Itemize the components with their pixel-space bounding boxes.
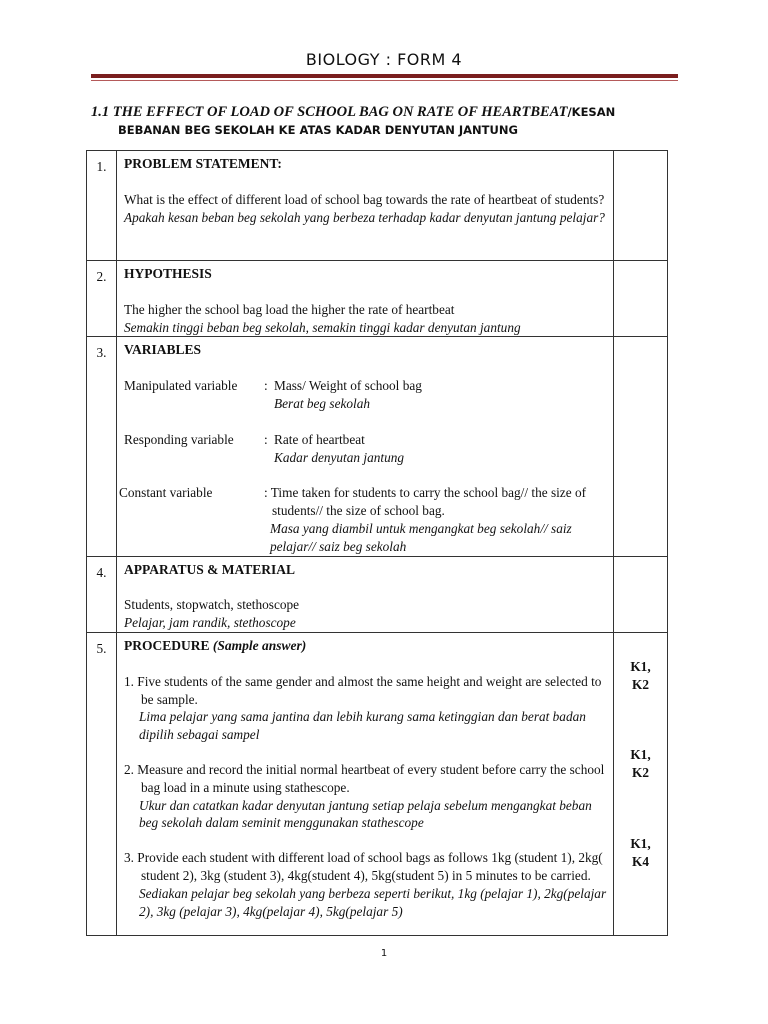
problem-statement-cell (117, 151, 614, 261)
marks-step-2-group (614, 746, 667, 782)
manipulated-variable-malay: Berat beg sekolah (274, 395, 371, 411)
manipulated-variable-value (274, 377, 607, 413)
procedure-heading-title: PROCEDURE (124, 637, 210, 653)
responding-variable-label: Responding variable (124, 431, 234, 447)
procedure-step-malay: Sediakan pelajar beg sekolah yang berbeza seperti berikut, 1kg (pelajar 1), 2kg(pelajar 2), 3kg (pelajar 3), 4kg(pelajar 4), 5kg(pelajar 5) (139, 885, 607, 919)
procedure-step-english: 3. Provide each student with different load of school bags as follows 1kg (student 1), 2kg( student 2), 3kg (student 3), 4kg(student 4), 5kg(student 5) in 5 minutes to be carried. (124, 850, 603, 883)
table-row-variables (87, 337, 668, 556)
page-number: 1 (380, 948, 388, 959)
header-rule-thick (91, 74, 678, 78)
mark-code: K1, (630, 658, 651, 674)
row-number: 5. (87, 632, 117, 935)
row-number: 1. (87, 151, 117, 261)
hypothesis-malay: Semakin tinggi beban beg sekolah, semakin tinggi kadar denyutan jantung (124, 319, 521, 335)
separator-colon: : (264, 378, 268, 394)
section-heading-malay-part1: /KESAN (567, 105, 616, 119)
mark-code: K1, (630, 835, 651, 851)
problem-statement-heading: PROBLEM STATEMENT: (124, 156, 282, 171)
procedure-step-malay: Ukur dan catatkan kadar denyutan jantung setiap pelaja sebelum mengangkat beban beg sekolah dalam seminit menggunakan stathescope (139, 797, 592, 831)
table-row-problem-statement (87, 151, 668, 261)
responding-variable-value (274, 431, 607, 467)
table-row-apparatus (87, 556, 668, 632)
row-number: 4. (87, 556, 117, 632)
responding-variable-malay: Kadar denyutan jantung (274, 449, 405, 465)
manipulated-variable-row (124, 377, 607, 413)
apparatus-cell (117, 556, 614, 632)
marks-cell (614, 337, 668, 556)
marks-cell (614, 151, 668, 261)
row-number: 2. (87, 261, 117, 337)
procedure-step-1 (124, 673, 607, 744)
constant-variable-malay: Masa yang diambil untuk mengangkat beg sekolah// saiz pelajar// saiz beg sekolah (270, 520, 572, 554)
page-title: BIOLOGY : FORM 4 (305, 50, 463, 69)
mark-code: K1, (630, 746, 651, 762)
constant-variable-label: Constant variable (119, 485, 213, 501)
section-heading-malay-part2: BEBANAN BEG SEKOLAH KE ATAS KADAR DENYUTAN JANTUNG (118, 123, 518, 137)
procedure-cell (117, 632, 614, 935)
manipulated-variable-english: Mass/ Weight of school bag (274, 378, 422, 394)
constant-variable-english: : Time taken for students to carry the school bag// the size of students// the size of school bag. (264, 485, 587, 519)
procedure-step-english: 1. Five students of the same gender and almost the same height and weight are selected to be sample. (124, 673, 602, 707)
apparatus-malay: Pelajar, jam randik, stethoscope (124, 615, 296, 631)
constant-variable-value (264, 484, 607, 555)
hypothesis-heading: HYPOTHESIS (124, 266, 212, 281)
manipulated-variable-label: Manipulated variable (124, 378, 238, 394)
hypothesis-cell (117, 261, 614, 337)
header-rule-thin (91, 80, 678, 81)
marks-step-3-group (614, 835, 667, 871)
row-number: 3. (87, 337, 117, 556)
mark-code: K4 (632, 853, 649, 869)
apparatus-heading: APPARATUS & MATERIAL (124, 561, 295, 577)
marks-step-1-group (614, 658, 667, 694)
marks-cell (614, 556, 668, 632)
variables-heading: VARIABLES (124, 342, 202, 358)
marks-cell (614, 632, 668, 935)
procedure-step-english: 2. Measure and record the initial normal heartbeat of every student before carry the school bag load in a minute using stathescope. (124, 761, 605, 795)
experiment-table (86, 150, 668, 936)
section-heading (91, 104, 615, 121)
apparatus-english: Students, stopwatch, stethoscope (124, 597, 300, 613)
separator-colon: : (264, 431, 268, 447)
table-row-procedure (87, 632, 668, 935)
problem-statement-english: What is the effect of different load of school bag towards the rate of heartbeat of students? (124, 191, 605, 207)
mark-code: K2 (632, 676, 649, 692)
variables-cell (117, 337, 614, 556)
mark-code: K2 (632, 764, 649, 780)
marks-step-1 (614, 633, 667, 933)
table-row-hypothesis (87, 261, 668, 337)
marks-cell (614, 261, 668, 337)
procedure-step-malay: Lima pelajar yang sama jantina dan lebih kurang sama ketinggian dan berat badan dipilih sebagai sampel (139, 709, 586, 743)
hypothesis-english: The higher the school bag load the higher the rate of heartbeat (124, 301, 455, 317)
section-heading-english: 1.1 THE EFFECT OF LOAD OF SCHOOL BAG ON RATE OF HEARTBEAT (91, 104, 568, 120)
responding-variable-english: Rate of heartbeat (274, 431, 365, 447)
responding-variable-row (124, 431, 607, 467)
procedure-heading-note: (Sample answer) (212, 637, 307, 653)
procedure-step-3 (124, 849, 607, 920)
procedure-heading (124, 637, 607, 655)
problem-statement-malay: Apakah kesan beban beg sekolah yang berbeza terhadap kadar denyutan jantung pelajar? (124, 209, 605, 225)
constant-variable-row (119, 484, 607, 555)
procedure-step-2 (124, 761, 607, 832)
